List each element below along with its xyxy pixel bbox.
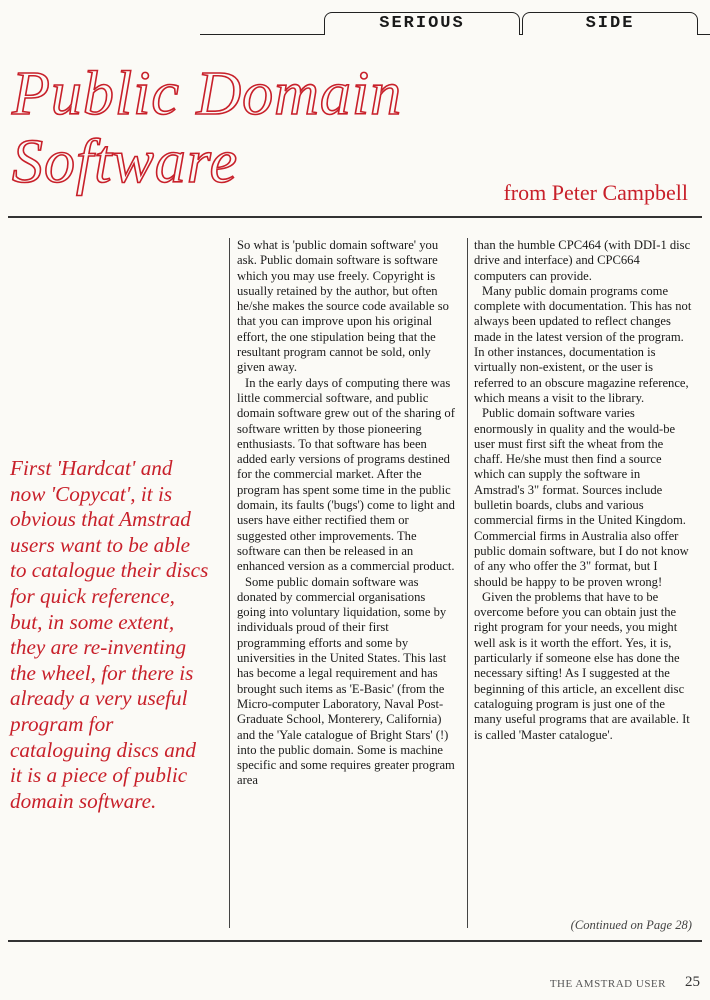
- bottom-divider-rule: [8, 940, 702, 942]
- paragraph: In the early days of computing there was little commercial software, and public domain software grew out of the sharing of software written by those pioneering enthusiasts. To that software has been added early versions of programs destined for the commercial market. After the program has spent some time in the public domain, its faults ('bugs') come to light and users have either rectified them or suggested other improvements. The software can then be released in an enhanced version as a commercial product.: [237, 375, 455, 574]
- author-byline: from Peter Campbell: [503, 180, 688, 205]
- tab-side: SIDE: [522, 12, 698, 35]
- top-divider-rule: [8, 216, 702, 218]
- magazine-name: THE AMSTRAD USER: [549, 978, 666, 990]
- paragraph: Given the problems that have to be overcome before you can obtain just the right program for your needs, you might well ask is it worth the effort. Yes, it is, particularly if someone else has done the necessary sifting! As I suggested at the beginning of this article, an excellent disc cataloguing program is just one of the many useful programs that are available. It is called 'Master catalogue'.: [474, 589, 690, 742]
- pull-quote: First 'Hardcat' and now 'Copycat', it is obvious that Amstrad users want to be able to catalogue their discs for quick reference, but, in some extent, they are re-inventing the wheel, for there is already a very useful program for cataloguing discs and it is a piece of public domain software.: [10, 456, 209, 813]
- continued-note: (Continued on Page 28): [570, 918, 692, 932]
- paragraph: So what is 'public domain software' you ask. Public domain software is software which you may use freely. Copyright is usually retained by the author, but often he/she makes the source code available so that you can improve upon his original effort, the one stipulation being that the resultant program cannot be sold, only given away.: [237, 238, 449, 375]
- page-number: 25: [685, 974, 700, 990]
- article-column-2: [474, 238, 692, 743]
- tab-serious: SERIOUS: [324, 12, 520, 35]
- paragraph: than the humble CPC464 (with DDI-1 disc drive and interface) and CPC664 computers can provide.: [474, 238, 691, 283]
- column-divider-left: [229, 238, 230, 928]
- paragraph: Many public domain programs come complete with documentation. This has not always been updated to reflect changes made in the latest version of the program. In other instances, documentation is virtually non-existent, or the user is referred to an obscure magazine reference, which means a visit to the library.: [474, 283, 692, 405]
- article-column-1: [237, 238, 455, 789]
- article-title: [12, 60, 482, 196]
- title-line-2: Software: [12, 128, 239, 196]
- paragraph: Public domain software varies enormously in quality and the would-be user must first sift the wheat from the chaff. He/she must then find a source which can supply the software in Amstrad's 3" format. Sources include bulletin boards, clubs and various commercial firms in the United Kingdom. Commercial firms in Australia also offer public domain software, but I do not know of any who offer the 3" format, but I should be happy to be proven wrong!: [474, 406, 689, 589]
- section-tabs: [200, 6, 710, 46]
- column-divider-right: [467, 238, 468, 928]
- paragraph: Some public domain software was donated by commercial organisations going into voluntary liquidation, some by individuals proud of their first programming efforts and some by universities in the United States. This last has become a legal requirement and has brought such items as 'E-Basic' (from the Micro-computer Laboratory, Naval Post-Graduate School, Monterery, California) and the 'Yale catalogue of Bright Stars' (!) into the public domain. Some is machine specific and some requires greater program area: [237, 574, 455, 788]
- title-line-1: Public Domain: [12, 60, 403, 128]
